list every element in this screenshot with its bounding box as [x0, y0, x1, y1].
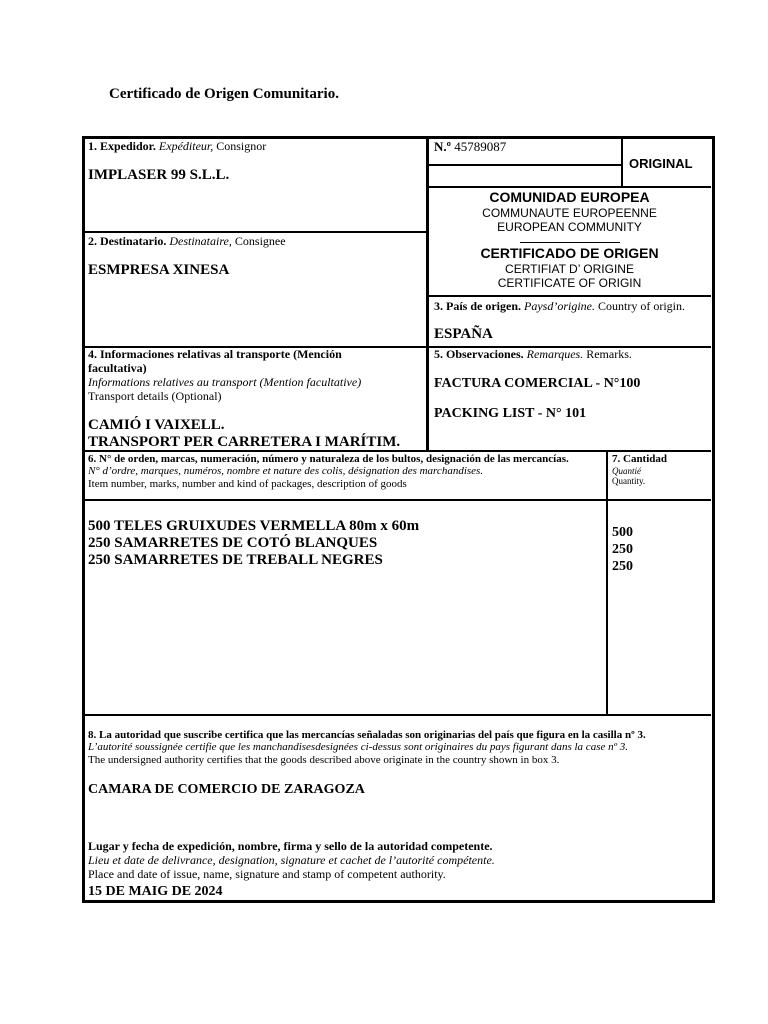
box8-label-fr: L’autorité soussignée certifie que les manchandisesdesignées ci-dessus sont originaires du pays figurant dans la case nº 3. — [88, 741, 629, 753]
divider-number-row — [428, 164, 622, 166]
certificate-title-fr: CERTIFIAT D’ ORIGINE — [505, 262, 634, 276]
box3-label — [434, 299, 685, 313]
box5-label-fr: Remarques. — [526, 347, 584, 361]
transport-value-1: CAMIÓ I VAIXELL. — [88, 417, 225, 433]
box3-label-en: Country of origin. — [598, 299, 685, 313]
goods-list — [88, 518, 419, 569]
number-label: N.º — [434, 139, 451, 154]
divider-original-box — [621, 138, 623, 186]
original-label: ORIGINAL — [629, 156, 693, 171]
issue-date-value: 15 DE MAIG DE 2024 — [88, 884, 223, 899]
certificate-number — [434, 139, 506, 154]
community-fr: COMMUNAUTE EUROPEENNE — [482, 206, 657, 220]
document-title: Certificado de Origen Comunitario. — [109, 86, 339, 102]
box2-label — [88, 234, 286, 248]
remarks-value-1: FACTURA COMERCIAL - N°100 — [434, 376, 641, 391]
box5-label-es: 5. Observaciones. — [434, 347, 524, 361]
box8-label-es: 8. La autoridad que suscribe certifica que las mercancías señaladas son originarias del país que figura en la casilla nº 3. — [88, 729, 646, 741]
box3-label-es: 3. País de origen. — [434, 299, 521, 313]
consignee-value: ESMPRESA XINESA — [88, 262, 230, 278]
community-en: EUROPEAN COMMUNITY — [497, 220, 642, 234]
certificate-title-en: CERTIFICATE OF ORIGIN — [497, 276, 642, 290]
quantity-item: 250 — [612, 542, 633, 557]
goods-item: 500 TELES GRUIXUDES VERMELLA 80m x 60m — [88, 518, 420, 534]
divider-box6-header-content — [84, 499, 711, 501]
box2-label-fr: Destinataire, — [169, 234, 232, 248]
divider-left-column — [426, 138, 429, 450]
divider-header-box3 — [428, 295, 711, 297]
number-value: 45789087 — [454, 139, 507, 154]
box4-label-es-1: 4. Informaciones relativas al transporte (Mención — [88, 347, 342, 361]
box6-label-es: 6. N° de orden, marcas, numeración, número y naturaleza de los bultos, designación de las mercancías. — [88, 453, 569, 465]
place-date-label-es: Lugar y fecha de expedición, nombre, firma y sello de la autoridad competente. — [88, 839, 493, 853]
goods-item: 250 SAMARRETES DE TREBALL NEGRES — [88, 552, 383, 568]
place-date-label-en: Place and date of issue, name, signature and stamp of competent authority. — [88, 867, 446, 881]
box4-label-en: Transport details (Optional) — [88, 389, 222, 403]
box2-label-en: Consignee — [234, 234, 286, 248]
box5-label — [434, 347, 632, 361]
quantity-item: 500 — [612, 525, 633, 540]
issuing-authority-value: CAMARA DE COMERCIO DE ZARAGOZA — [88, 782, 365, 797]
quantity-item: 250 — [612, 559, 633, 574]
remarks-value-2: PACKING LIST - N° 101 — [434, 406, 587, 421]
divider-row-box8 — [84, 714, 711, 716]
box8-label-en: The undersigned authority certifies that the goods described above originate in the country shown in box 3. — [88, 754, 560, 766]
divider-header-top — [428, 186, 711, 188]
box1-label-fr: Expéditeur, — [158, 139, 214, 153]
consignor-value: IMPLASER 99 S.L.L. — [88, 167, 230, 183]
box4-label-es-2: facultativa) — [88, 361, 147, 375]
community-es: COMUNIDAD EUROPEA — [489, 189, 650, 205]
box1-label-es: 1. Expedidor. — [88, 139, 156, 153]
country-of-origin-value: ESPAÑA — [434, 326, 493, 342]
box7-label-fr: Quantié — [612, 466, 641, 476]
box3-label-fr: Paysd’origine. — [524, 299, 595, 313]
box5-label-en: Remarks. — [586, 347, 632, 361]
divider-box1-box2 — [84, 231, 427, 233]
box4-label-fr: Informations relatives au transport (Mention facultative) — [88, 375, 362, 389]
box6-label-en: Item number, marks, number and kind of packages, description of goods — [88, 478, 407, 490]
community-header — [428, 189, 711, 290]
goods-item: 250 SAMARRETES DE COTÓ BLANQUES — [88, 535, 378, 551]
quantity-list — [612, 524, 633, 575]
box7-label-en: Quantity. — [612, 476, 646, 486]
header-separator — [520, 242, 620, 243]
box7-label-es: 7. Cantidad — [612, 453, 668, 465]
box1-label-en: Consignor — [216, 139, 267, 153]
divider-box6-box7 — [606, 451, 608, 715]
certificate-title-es: CERTIFICADO DE ORIGEN — [480, 245, 659, 261]
box2-label-es: 2. Destinatario. — [88, 234, 167, 248]
box6-label-fr: N° d’ordre, marques, numéros, nombre et nature des colis, désignation des marchandises. — [88, 465, 484, 477]
transport-value-2: TRANSPORT PER CARRETERA I MARÍTIM. — [88, 434, 401, 450]
place-date-label-fr: Lieu et date de delivrance, designation, signature et cachet de l’autorité compétente. — [88, 853, 495, 867]
box1-label — [88, 139, 266, 153]
